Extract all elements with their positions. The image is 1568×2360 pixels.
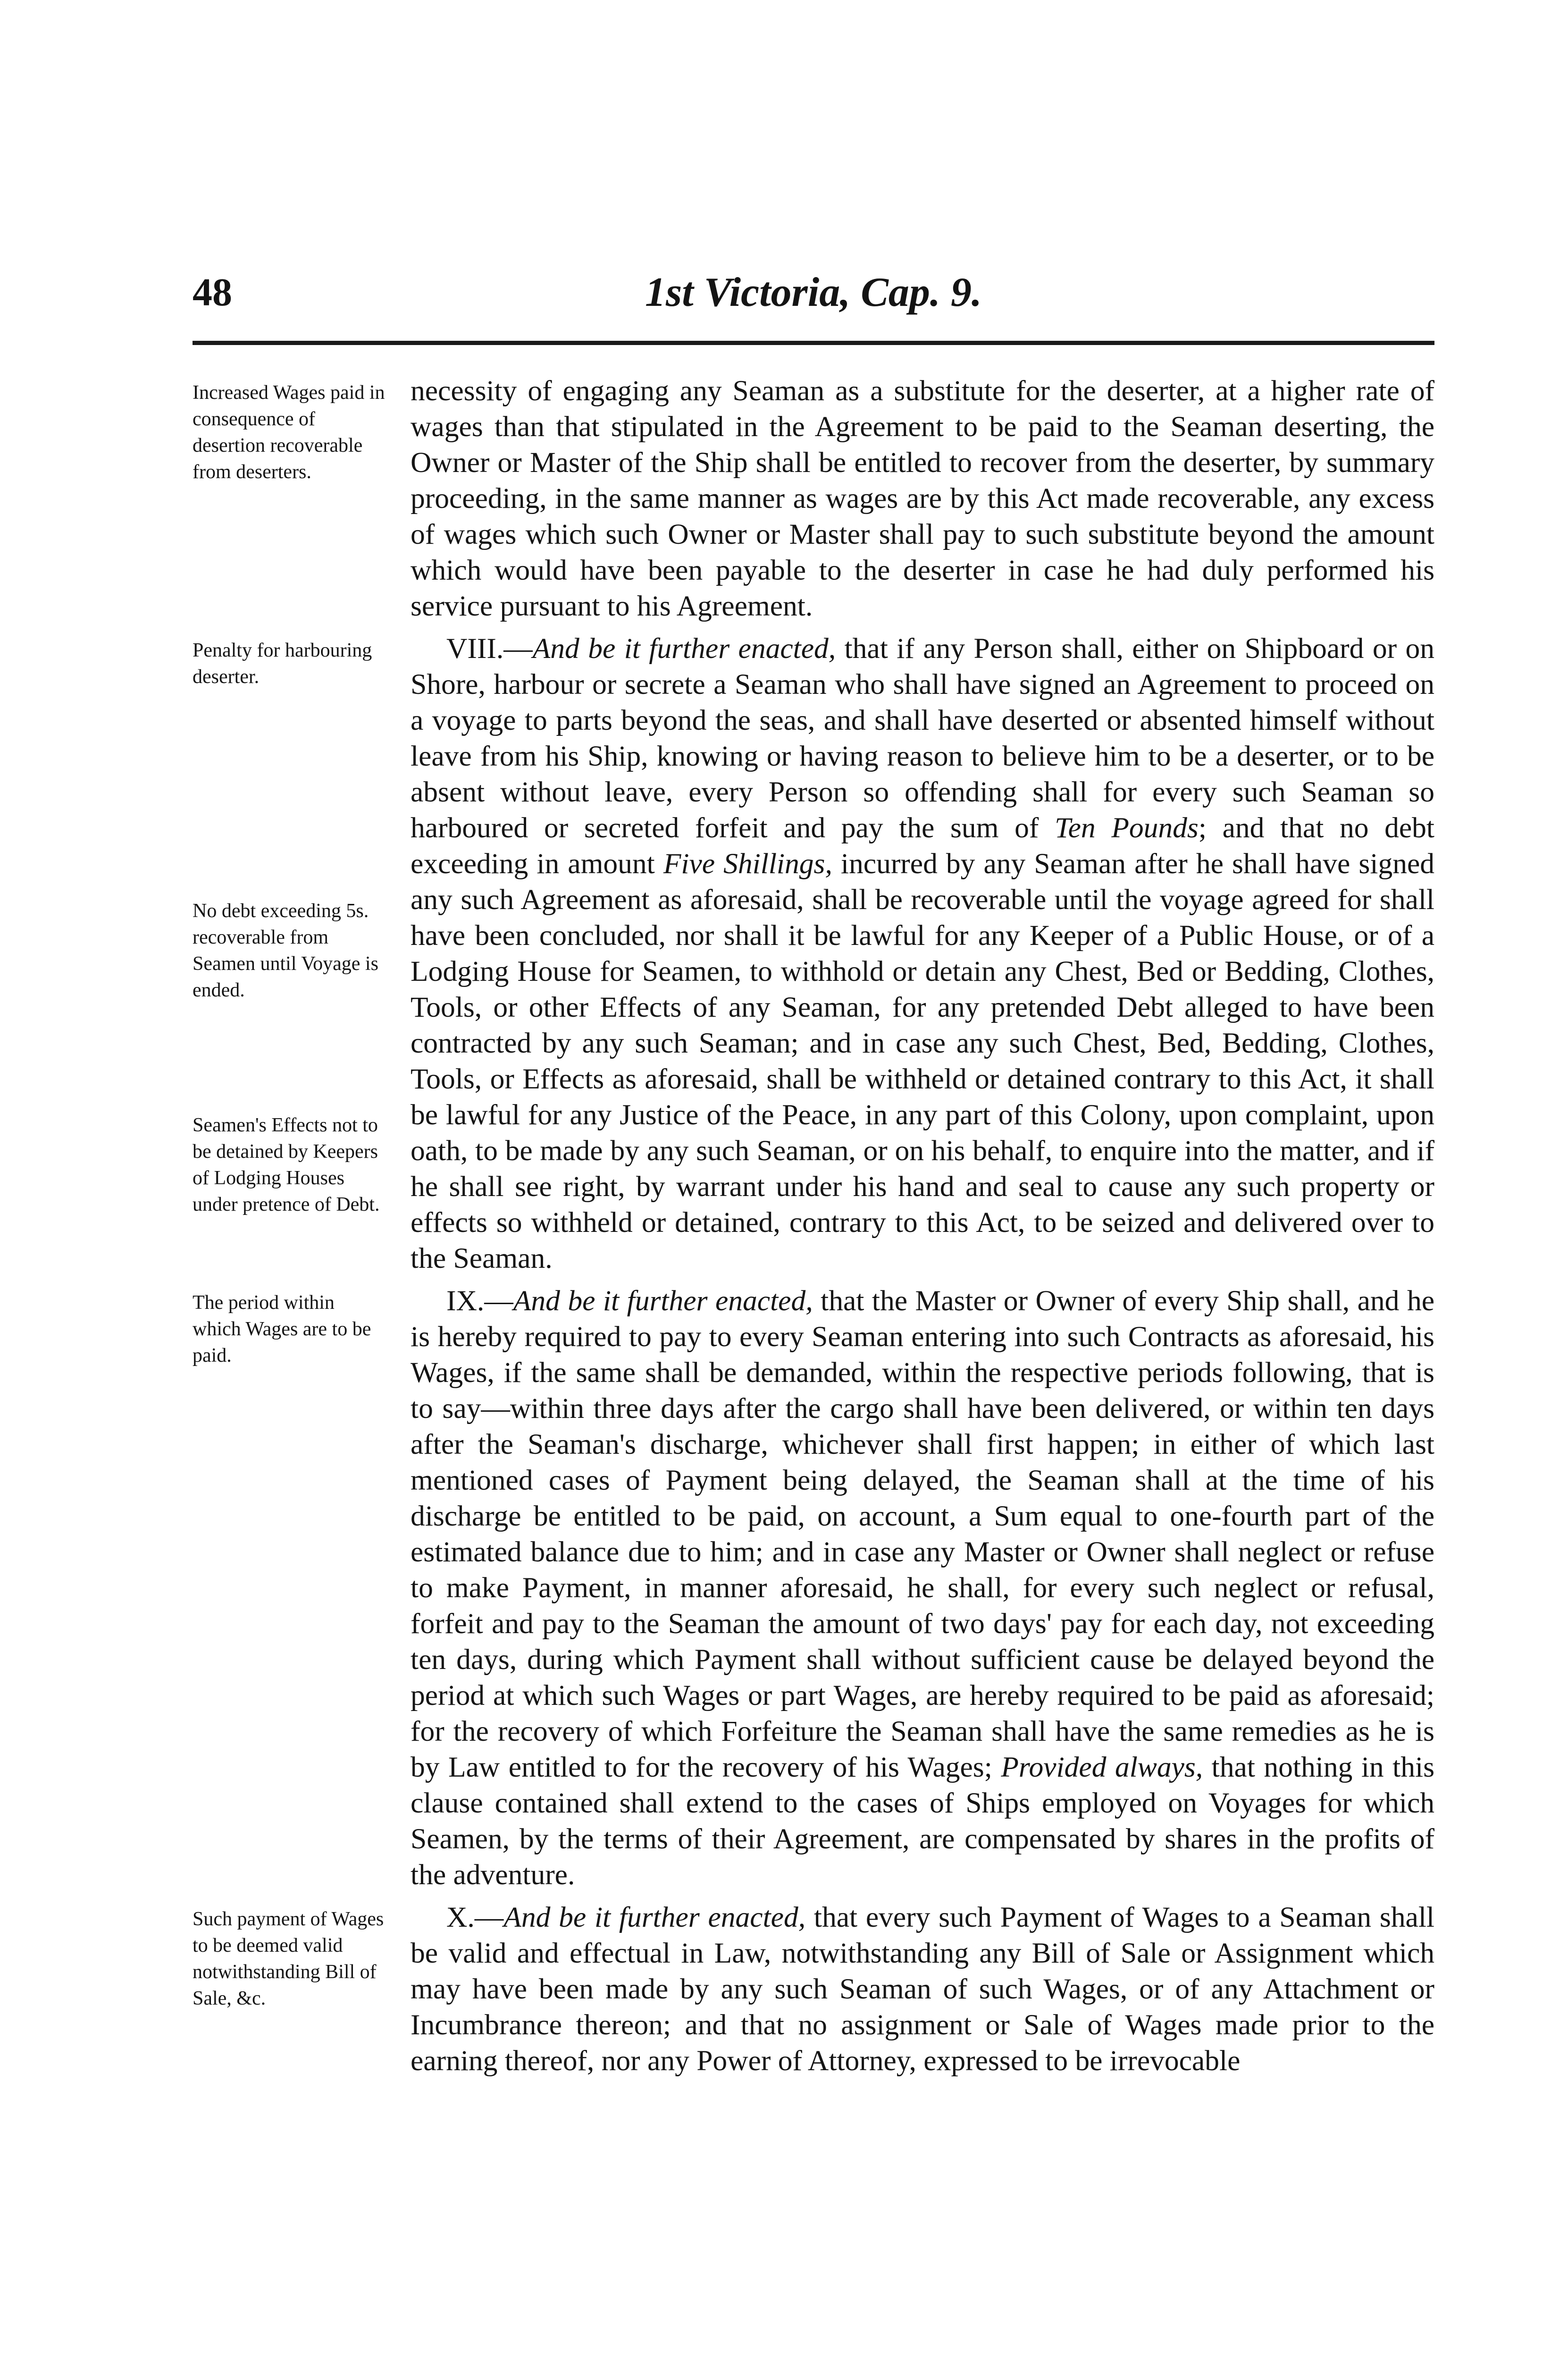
section-viii-text-2: ; and that no debt exceeding in amount: [411, 812, 1434, 880]
margin-note-period: The period within which Wages are to be paid.: [193, 1292, 371, 1366]
section-x-paragraph: [411, 1899, 1434, 2079]
page-header: [193, 264, 1434, 321]
header-rule: [193, 341, 1434, 345]
section-ix-text-1: that the Master or Owner of every Ship shall, and he is hereby required to pay to every Seaman entering into such Contracts as aforesaid, his Wages, if the same shall be demanded, within the respective periods following, that is to say—within three days after the cargo shall have been delivered, or within ten days after the Seaman's discharge, whichever shall first happen; in either of which last mentioned cases of Payment being delayed, the Seaman shall at the time of his discharge be entitled to be paid, on account, a Sum equal to one-fourth part of the estimated balance due to him; and in case any Master or Owner shall neglect or refuse to make Payment, in manner aforesaid, he shall, for every such neglect or refusal, forfeit and pay to the Seaman the amount of two days' pay for each day, not exceeding ten days, during which Payment shall without sufficient cause be delayed beyond the period at which such Wages or part Wages, are hereby required to be paid as aforesaid; for the recovery of which Forfeiture the Seaman shall have the same remedies as he is by Law entitled to for the recovery of his Wages;: [411, 1285, 1434, 1783]
page-body: [193, 373, 1434, 2085]
margin-note-harbouring: Penalty for harbouring deserter.: [193, 640, 372, 688]
section-x-enacting: And be it further enacted,: [503, 1901, 806, 1933]
section-ix-enacting: And be it further enacted,: [513, 1285, 813, 1317]
margin-note-effects: Seamen's Effects not to be detained by Keepers of Lodging Houses under pretence of Debt.: [193, 1114, 380, 1215]
section-ix: [193, 1283, 1434, 1893]
section-x: [193, 1899, 1434, 2079]
margin-note-no-debt: No debt exceeding 5s. recoverable from Seamen until Voyage is ended.: [193, 900, 378, 1001]
continuation-section: [193, 373, 1434, 624]
margin-note-payment-valid: Such payment of Wages to be deemed valid notwithstanding Bill of Sale, &c.: [193, 1908, 384, 2009]
section-viii: [193, 631, 1434, 1276]
section-ix-paragraph: [411, 1283, 1434, 1893]
continuation-paragraph: necessity of engaging any Seaman as a substitute for the deserter, at a higher rate of wages than that stipulated in the Agreement to be paid to the Seaman deserting, the Owner or Master of the Ship shall be entitled to recover from the deserter, by summary proceeding, in the same manner as wages are by this Act made recoverable, any excess of wages which such Owner or Master shall pay to such substitute beyond the amount which would have been payable to the deserter in case he had duly performed his service pursuant to his Agreement.: [411, 375, 1434, 622]
section-ix-number: IX.—: [446, 1285, 513, 1317]
section-viii-ten-pounds: Ten Pounds: [1055, 812, 1199, 844]
section-viii-text-1: that if any Person shall, either on Shipboard or on Shore, harbour or secrete a Seaman who shall have signed an Agreement to proceed on a voyage to parts beyond the seas, and shall have deserted or absented himself without leave from his Ship, knowing or having reason to believe him to be a deserter, or to be absent without leave, every Person so offending shall for every such Seaman so harboured or secreted forfeit and pay the sum of: [411, 632, 1434, 844]
section-viii-five-shillings: Five Shillings,: [663, 848, 832, 880]
section-viii-text-3: incurred by any Seaman after he shall have signed any such Agreement as aforesaid, shall be recoverable until the voyage agreed for shall have been concluded, nor shall it be lawful for any Keeper of a Public House, or of a Lodging House for Seamen, to withhold or detain any Chest, Bed or Bedding, Clothes, Tools, or other Effects of any Seaman, for any pretended Debt alleged to have been contracted by any such Seaman; and in case any such Chest, Bed, Bedding, Clothes, Tools, or Effects as aforesaid, shall be withheld or detained contrary to this Act, it shall be lawful for any Justice of the Peace, in any part of this Colony, upon complaint, upon oath, to be made by any such Seaman, or on his behalf, to enquire into the matter, and if he shall see right, by warrant under his hand and seal to cause any such property or effects so withheld or detained, contrary to this Act, to be seized and delivered over to the Seaman.: [411, 848, 1434, 1274]
section-x-text-1: that every such Payment of Wages to a Seaman shall be valid and effectual in Law, notwithstanding any Bill of Sale or Assignment which may have been made by any such Seaman of such Wages, or of any Attachment or Incumbrance thereon; and that no assignment or Sale of Wages made prior to the earning thereof, nor any Power of Attorney, expressed to be irrevocable: [411, 1901, 1434, 2077]
section-ix-provided: Provided always,: [1001, 1751, 1203, 1783]
section-viii-number: VIII.—: [446, 632, 533, 665]
margin-note-increased-wages: Increased Wages paid in consequence of desertion recoverable from deserters.: [193, 382, 385, 483]
page-number: 48: [193, 270, 232, 314]
section-viii-enacting: And be it further enacted,: [532, 632, 836, 665]
section-x-number: X.—: [446, 1901, 504, 1933]
section-ix-text-2: that nothing in this clause contained shall extend to the cases of Ships employed on Voyages for which Seamen, by the terms of their Agreement, are compensated by shares in the profits of the adventure.: [411, 1751, 1435, 1891]
running-title: 1st Victoria, Cap. 9.: [645, 270, 982, 315]
section-viii-paragraph: [411, 631, 1434, 1276]
